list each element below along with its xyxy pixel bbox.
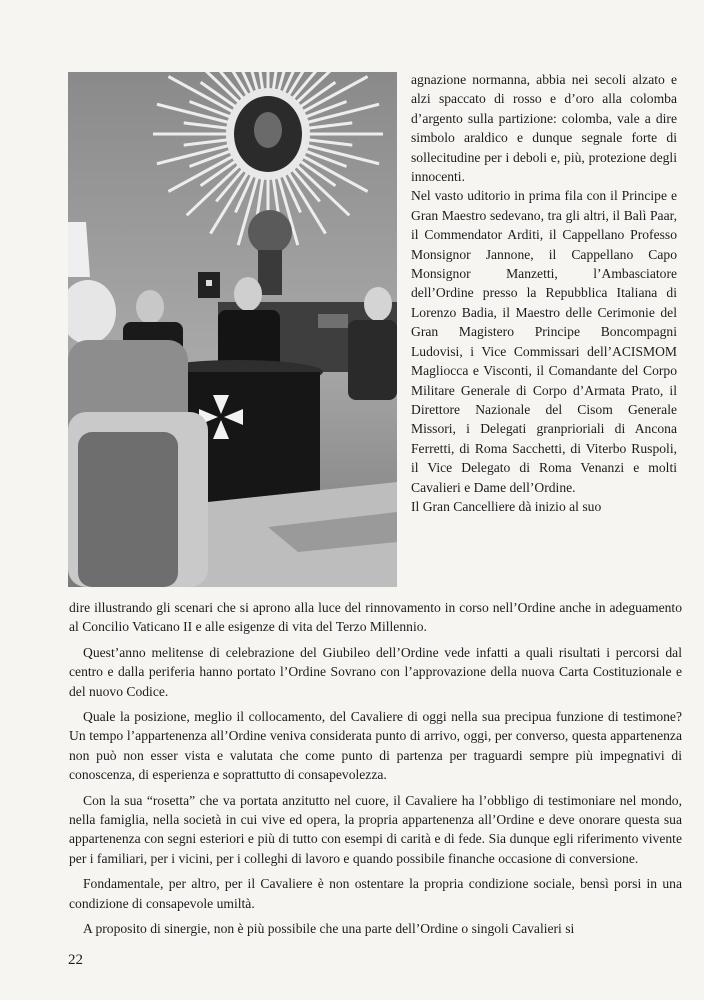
body-paragraph: Quale la posizione, meglio il collocamento, del Cavaliere di oggi nella sua precipua funzione di testimone? Un tempo l’appartenenza all’Ordine veniva considerata punto di arrivo, oggi, per converso, questa appartenenza non può non esser vista e valutata che come punto di partenza per traguardi sempre più impegnativi di conoscenza, di esperienza e soprattutto di consapevolezza. [69,709,682,783]
column-paragraph: Il Gran Cancelliere dà inizio al suo [411,498,602,514]
body-text [69,598,682,939]
body-paragraph: dire illustrando gli scenari che si aprono alla luce del rinnovamento in corso nell’Ordine anche in adeguamento al Concilio Vaticano II e alle esigenze di vita del Terzo Millennio. [69,600,682,635]
body-paragraph: Fondamentale, per altro, per il Cavaliere è non ostentare la propria condizione sociale, bensì porsi in una condizione di consapevole umiltà. [69,876,682,911]
meeting-photograph [68,72,397,587]
page-number: 22 [68,952,83,968]
column-paragraph: agnazione normanna, abbia nei secoli alzato e alzi spaccato di rosso e d’oro alla colomba d’argento sulla partizione: colomba, vale a dire simbolo araldico e dunque segnale forte di sollecitudine per i deboli e, più, protezione degli innocenti. [411,72,677,185]
body-paragraph: Quest’anno melitense di celebrazione del Giubileo dell’Ordine vede infatti a quali risultati i percorsi dal centro e dalla periferia hanno portato l’Ordine Sovrano con l’approvazione della nuova Carta Costituzionale e del nuovo Codice. [69,644,682,699]
body-paragraph: Con la sua “rosetta” che va portata anzitutto nel cuore, il Cavaliere ha l’obbligo di testimoniare nel mondo, nella famiglia, nella società in cui vive ed opera, la propria appartenenza all’Ordine e deve onorare questa sua appartenenza con segni esteriori e più di tutto con esempi di carità e di fede. Sia dunque egli riferimento vivente per i familiari, per i vicini, per i colleghi di lavoro e quando possibile finanche occasione di conversione. [69,792,682,866]
column-paragraph: Nel vasto uditorio in prima fila con il Principe e Gran Maestro sedevano, tra gli altri, il Balì Paar, il Commendator Arditi, il Cappellano Professo Monsignor Jannone, il Cappellano Capo Monsignor Manzetti, l’Ambasciatore dell’Ordine presso la Repubblica Italiana di Lorenzo Badia, il Maestro delle Cerimonie del Gran Magistero Principe Boncompagni Ludovisi, i Vice Commissari dell’ACISMOM Magliocca e Visconti, il Comandante del Corpo Militare Generale di Corpo d’Armata Prato, il Direttore Nazionale del Cisom Generale Missori, i Delegati granprioriali di Ancona Ferretti, di Roma Sacchetti, di Viterbo Ruspoli, il Vice Delegato di Roma Venanzi e molti Cavalieri e Dame dell’Ordine. [411,188,677,495]
body-paragraph: A proposito di sinergie, non è più possibile che una parte dell’Ordine o singoli Cavalieri si [83,921,575,937]
right-column-text [411,70,677,516]
